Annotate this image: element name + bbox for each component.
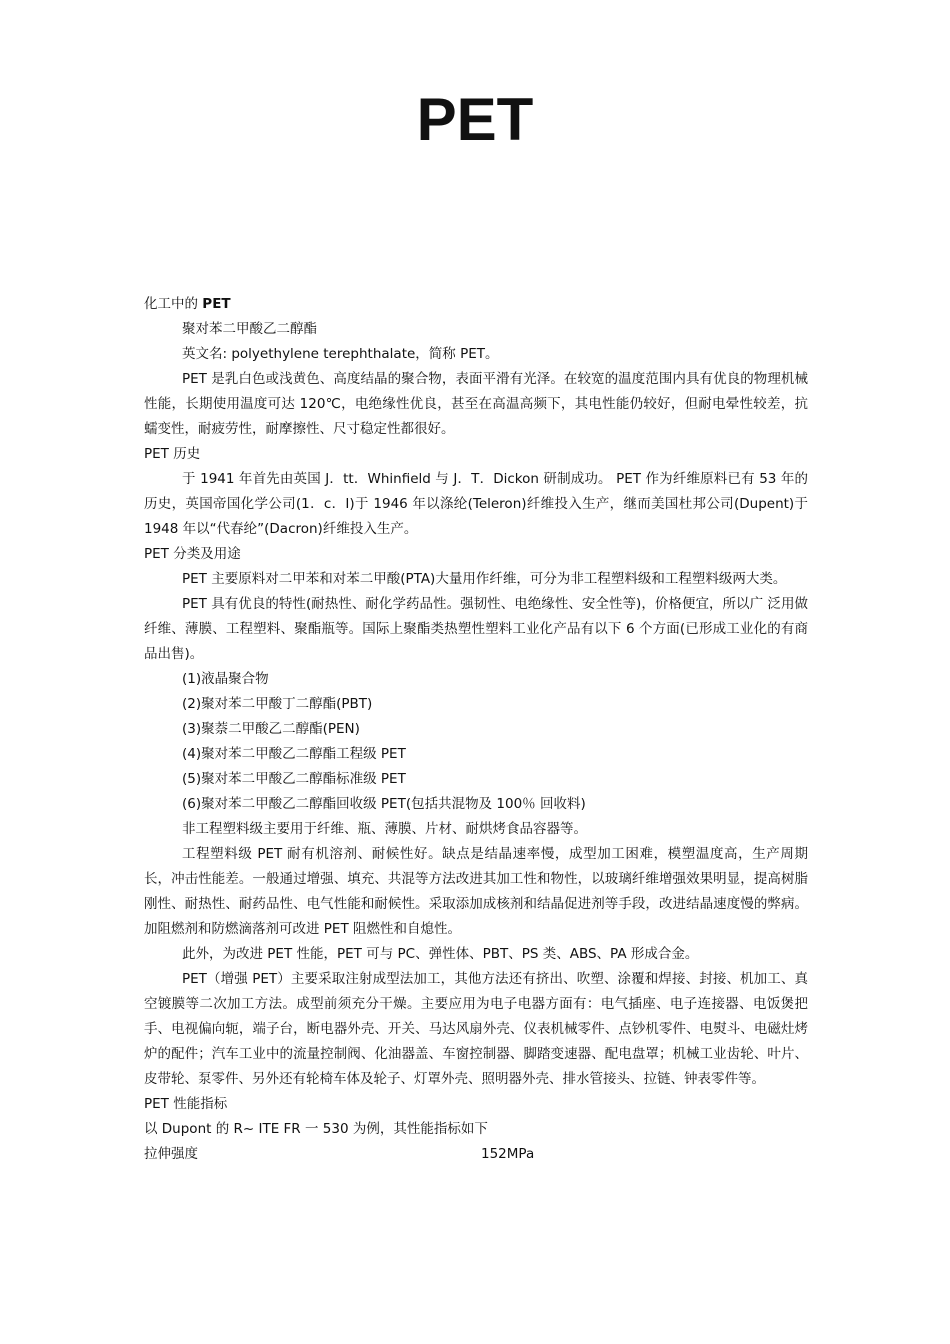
properties-paragraph: PET 具有优良的特性(耐热性、耐化学药品性。强韧性、电绝缘性、安全性等)，价格便宜，所以广 泛用做纤维、薄膜、工程塑料、聚酯瓶等。国际上聚酯类热塑性塑料工业化产品有以下 6 个方面(已形成工业化的有商品出售)。 xyxy=(144,596,808,662)
list-item: (5)聚对苯二甲酸乙二醇酯标准级 PET xyxy=(182,771,406,787)
section-heading-spec: PET 性能指标 xyxy=(144,1096,228,1112)
english-name: 英文名: polyethylene terephthalate，简称 PET。 xyxy=(182,346,499,362)
list-item: (4)聚对苯二甲酸乙二醇酯工程级 PET xyxy=(182,746,406,762)
spec-row xyxy=(144,1142,808,1167)
section-heading-history: PET 历史 xyxy=(144,446,201,462)
application-paragraph: PET（增强 PET）主要采取注射成型法加工，其他方法还有挤出、吹塑、涂覆和焊接、封接、机加工、真空镀膜等二次加工方法。成型前须充分干燥。主要应用为电子电器方面有：电气插座、电子连接器、电饭煲把手、电视偏向轭，端子台，断电器外壳、开关、马达风扇外壳、仪表机械零件、点钞机零件、电熨斗、电磁灶烤炉的配件；汽车工业中的流量控制阀、化油器盖、车窗控制器、脚踏变速器、配电盘罩；机械工业齿轮、叶片、皮带轮、泵零件、另外还有轮椅车体及轮子、灯罩外壳、照明器外壳、排水管接头、拉链、钟表零件等。 xyxy=(144,971,808,1087)
list-item: (1)液晶聚合物 xyxy=(182,671,269,687)
engineering-paragraph: 工程塑料级 PET 耐有机溶剂、耐候性好。缺点是结晶速率慢，成型加工困难，模塑温度高，生产周期长，冲击性能差。一般通过增强、填充、共混等方法改进其加工性和物性，以玻璃纤维增强效果明显，提高树脂刚性、耐热性、耐药品性、电气性能和耐候性。采取添加成核剂和结晶促进剂等手段，改进结晶速度慢的弊病。加阻燃剂和防燃滴落剂可改进 PET 阻燃性和自熄性。 xyxy=(144,846,808,937)
section-heading-classification: PET 分类及用途 xyxy=(144,546,241,562)
spec-value: 152MPa xyxy=(481,1146,535,1162)
description-paragraph: PET 是乳白色或浅黄色、高度结晶的聚合物，表面平滑有光泽。在较宽的温度范围内具有优良的物理机械性能，长期使用温度可达 120℃，电绝缘性优良，甚至在高温高频下，其电性能仍较好，但耐电晕性较差，抗蠕变性，耐疲劳性，耐摩擦性、尺寸稳定性都很好。 xyxy=(144,371,808,437)
list-item: (3)聚萘二甲酸乙二醇酯(PEN) xyxy=(182,721,360,737)
alloy-paragraph: 此外，为改进 PET 性能，PET 可与 PC、弹性体、PBT、PS 类、ABS、PA 形成合金。 xyxy=(182,946,699,962)
document-title: PET xyxy=(416,86,534,153)
document-body xyxy=(144,292,808,1167)
list-item: (2)聚对苯二甲酸丁二醇酯(PBT) xyxy=(182,696,373,712)
section-heading-pet-in-chemical: 化工中的 PET xyxy=(144,296,231,312)
classification-paragraph: PET 主要原料对二甲苯和对苯二甲酸(PTA)大量用作纤维，可分为非工程塑料级和工程塑料级两大类。 xyxy=(182,571,787,587)
spec-intro: 以 Dupont 的 R~ ITE FR 一 530 为例，其性能指标如下 xyxy=(144,1121,488,1137)
spec-name: 拉伸强度 xyxy=(144,1146,198,1162)
chinese-name: 聚对苯二甲酸乙二醇酯 xyxy=(182,321,317,337)
list-item: (6)聚对苯二甲酸乙二醇酯回收级 PET(包括共混物及 100％ 回收料) xyxy=(182,796,586,812)
history-paragraph: 于 1941 年首先由英国 J．tt．Whinfield 与 J．T．Dickon 研制成功。 PET 作为纤维原料已有 53 年的历史，英国帝国化学公司(1．c．I)于 1946 年以涤纶(Teleron)纤维投入生产，继而美国杜邦公司(Dupent)于 1948 年以“代春纶”(Dacron)纤维投入生产。 xyxy=(144,471,808,537)
non-engineering-paragraph: 非工程塑料级主要用于纤维、瓶、薄膜、片材、耐烘烤食品容器等。 xyxy=(182,821,587,837)
